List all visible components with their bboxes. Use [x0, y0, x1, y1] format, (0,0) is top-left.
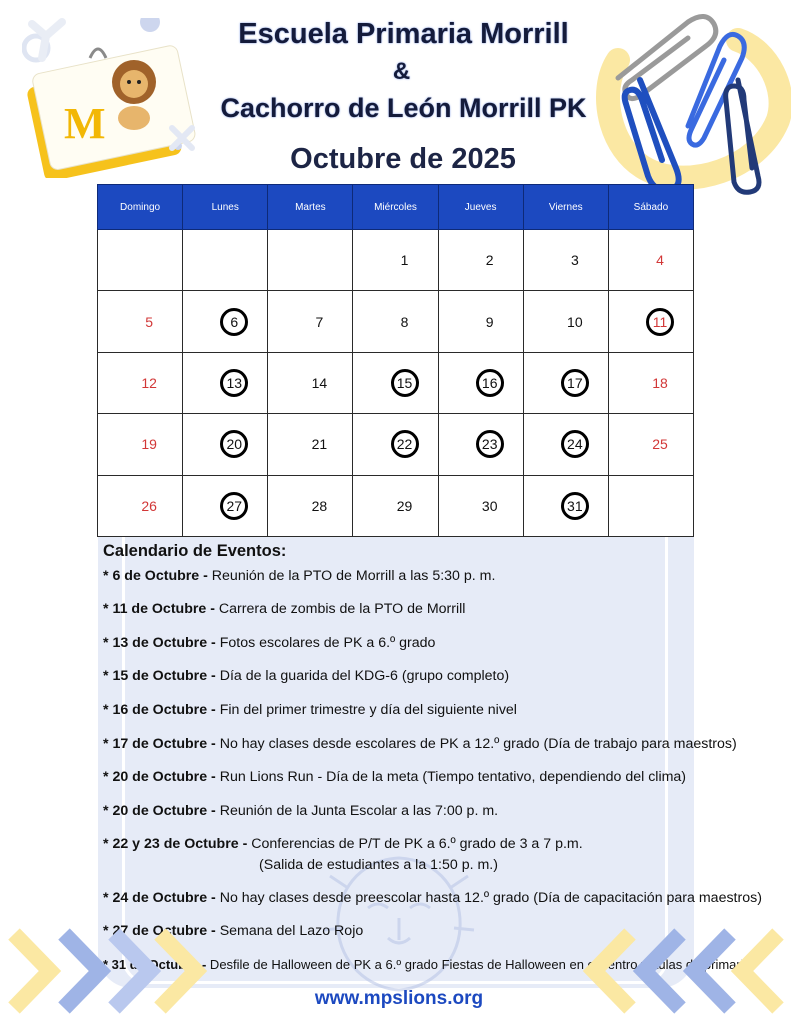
circled-day-number: 15: [391, 369, 419, 397]
day-number: 3: [570, 252, 579, 269]
day-number: 5: [145, 313, 154, 330]
circled-day-number: 27: [220, 492, 248, 520]
event-item: [103, 668, 509, 684]
event-description: Reunión de la Junta Escolar a las 7:00 p. m.: [215, 803, 499, 819]
event-date: * 11 de Octubre -: [103, 601, 215, 617]
calendar-day-cell: [608, 475, 693, 536]
pk-title: Cachorro de León Morrill PK: [220, 93, 587, 123]
svg-text:M: M: [64, 99, 106, 148]
day-number: 8: [400, 313, 409, 330]
calendar-day-cell: [523, 291, 608, 352]
calendar-day-cell: [608, 291, 693, 352]
calendar-grid: [97, 184, 694, 537]
event-date: * 20 de Octubre -: [103, 803, 216, 819]
calendar-week-row: [98, 291, 694, 352]
events-heading: Calendario de Eventos:: [103, 542, 287, 560]
event-date: * 22 y 23 de Octubre -: [103, 836, 248, 852]
event-subnote: (Salida de estudiantes a la 1:50 p. m.): [259, 857, 498, 873]
calendar-week-row: [98, 230, 694, 291]
event-description: No hay clases desde escolares de PK a 12.º grado (Día de trabajo para maestros): [215, 736, 737, 752]
calendar-week-row: [98, 352, 694, 413]
weekday-header: Sábado: [608, 185, 693, 230]
event-date: * 24 de Octubre -: [103, 890, 216, 906]
calendar-body: [98, 230, 694, 537]
calendar-day-cell: [183, 475, 268, 536]
event-date: * 15 de Octubre -: [103, 668, 216, 684]
event-description: Desfile de Halloween de PK a 6.º grado Fiestas de Halloween en el centro y aulas de primaria: [206, 957, 751, 972]
calendar-week-row: [98, 475, 694, 536]
event-description: Semana del Lazo Rojo: [215, 923, 364, 939]
event-date: * 6 de Octubre -: [103, 568, 208, 584]
calendar-day-cell: [268, 414, 353, 475]
day-number: 12: [141, 374, 157, 391]
weekday-header: Domingo: [98, 185, 183, 230]
circled-day-number: 17: [561, 369, 589, 397]
event-description: Carrera de zombis de la PTO de Morrill: [214, 601, 466, 617]
calendar-day-cell: [608, 352, 693, 413]
calendar-day-cell: [268, 352, 353, 413]
calendar-day-cell: [438, 352, 523, 413]
month-title: Octubre de 2025: [290, 143, 516, 175]
day-number: 18: [652, 374, 668, 391]
event-item: [103, 702, 517, 718]
weekday-header: Jueves: [438, 185, 523, 230]
day-number: 25: [652, 436, 668, 453]
circled-day-number: 6: [220, 308, 248, 336]
event-item: [103, 890, 762, 906]
calendar-day-cell: [523, 475, 608, 536]
calendar-week-row: [98, 414, 694, 475]
weekday-header: Miércoles: [353, 185, 438, 230]
day-number: 10: [567, 313, 583, 330]
weekday-header: Martes: [268, 185, 353, 230]
event-item: [103, 836, 583, 873]
day-number: 26: [141, 497, 157, 514]
calendar-day-cell: [268, 475, 353, 536]
event-item: [103, 769, 686, 785]
day-number: 7: [315, 313, 324, 330]
calendar-day-cell: [183, 352, 268, 413]
day-number: 14: [311, 374, 328, 391]
event-description: No hay clases desde preescolar hasta 12.º grado (Día de capacitación para maestros): [215, 890, 762, 906]
circled-day-number: 22: [391, 430, 419, 458]
calendar-day-cell: [183, 230, 268, 291]
event-date: * 17 de Octubre -: [103, 736, 216, 752]
website-link[interactable]: www.mpslions.org: [314, 988, 484, 1009]
calendar-day-cell: [98, 352, 183, 413]
event-description: Reunión de la PTO de Morrill a las 5:30 p. m.: [207, 568, 496, 584]
calendar-day-cell: [438, 291, 523, 352]
day-number: 19: [141, 436, 157, 453]
school-title: Escuela Primaria Morrill: [238, 18, 569, 50]
weekday-header: Viernes: [523, 185, 608, 230]
calendar-day-cell: [353, 291, 438, 352]
calendar-day-cell: [268, 230, 353, 291]
day-number: 2: [485, 252, 494, 269]
day-number: 1: [400, 252, 409, 269]
circled-day-number: 16: [476, 369, 504, 397]
event-date: * 13 de Octubre -: [103, 635, 216, 651]
day-number: 4: [656, 252, 664, 269]
calendar-day-cell: [98, 230, 183, 291]
event-item: [103, 601, 465, 617]
calendar-day-cell: [523, 352, 608, 413]
calendar-day-cell: [438, 475, 523, 536]
event-date: * 31 de Octubre -: [103, 957, 207, 972]
day-number: 28: [311, 497, 328, 514]
weekday-header-row: [98, 185, 694, 230]
calendar-day-cell: [98, 291, 183, 352]
circled-day-number: 20: [220, 430, 248, 458]
calendar-day-cell: [353, 475, 438, 536]
calendar-day-cell: [353, 352, 438, 413]
event-description: Día de la guarida del KDG-6 (grupo completo): [215, 668, 510, 684]
event-item: [103, 568, 495, 584]
calendar-day-cell: [98, 475, 183, 536]
circled-day-number: 13: [220, 369, 248, 397]
event-date: * 27 de Octubre -: [103, 923, 216, 939]
circled-day-number: 11: [646, 308, 674, 336]
calendar-day-cell: [353, 230, 438, 291]
calendar-day-cell: [268, 291, 353, 352]
event-description: Conferencias de P/T de PK a 6.º grado de 3 a 7 p.m.: [247, 836, 583, 852]
day-number: 9: [485, 313, 494, 330]
calendar-day-cell: [183, 414, 268, 475]
event-date: * 16 de Octubre -: [103, 702, 216, 718]
event-description: Fotos escolares de PK a 6.º grado: [215, 635, 436, 651]
event-date: * 20 de Octubre -: [103, 769, 216, 785]
calendar-day-cell: [523, 414, 608, 475]
event-description: Run Lions Run - Día de la meta (Tiempo tentativo, dependiendo del clima): [215, 769, 687, 785]
circled-day-number: 31: [561, 492, 589, 520]
calendar-day-cell: [438, 230, 523, 291]
calendar-day-cell: [608, 414, 693, 475]
circled-day-number: 23: [476, 430, 504, 458]
calendar-day-cell: [98, 414, 183, 475]
calendar-day-cell: [438, 414, 523, 475]
event-item: [103, 736, 737, 752]
calendar-day-cell: [523, 230, 608, 291]
event-item: [103, 803, 498, 819]
calendar-day-cell: [353, 414, 438, 475]
calendar-day-cell: [608, 230, 693, 291]
day-number: 21: [311, 436, 328, 453]
calendar-day-cell: [183, 291, 268, 352]
day-number: 30: [481, 497, 498, 514]
circled-day-number: 24: [561, 430, 589, 458]
day-number: 29: [396, 497, 413, 514]
event-description: Fin del primer trimestre y día del siguiente nivel: [215, 702, 517, 718]
title-ampersand: &: [392, 58, 411, 85]
weekday-header: Lunes: [183, 185, 268, 230]
event-item: [103, 635, 435, 651]
